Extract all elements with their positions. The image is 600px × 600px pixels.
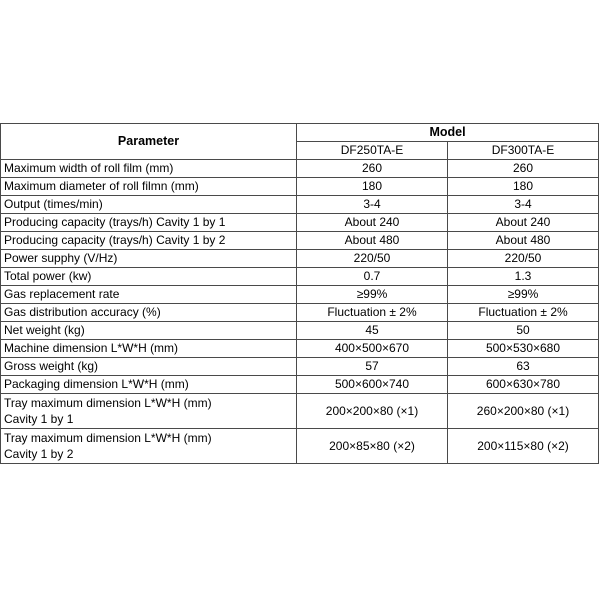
- value-cell-model-1: 400×500×670: [297, 340, 448, 358]
- value-cell-model-2: 600×630×780: [448, 376, 599, 394]
- table-row: [1, 322, 599, 340]
- table-row: [1, 340, 599, 358]
- value-cell-model-1: ≥99%: [297, 286, 448, 304]
- table-row: [1, 429, 599, 464]
- param-cell: Total power (kw): [1, 268, 297, 286]
- param-cell: Output (times/min): [1, 196, 297, 214]
- param-line-1: Tray maximum dimension L*W*H (mm): [4, 431, 212, 445]
- value-cell-model-2: 500×530×680: [448, 340, 599, 358]
- table-row: [1, 376, 599, 394]
- table-row: [1, 268, 599, 286]
- param-line-1: Tray maximum dimension L*W*H (mm): [4, 396, 212, 410]
- param-cell: Power supphy (V/Hz): [1, 250, 297, 268]
- value-cell-model-2: 260×200×80 (×1): [448, 394, 599, 429]
- table-row: [1, 214, 599, 232]
- param-cell: Machine dimension L*W*H (mm): [1, 340, 297, 358]
- param-cell: [1, 394, 297, 429]
- value-cell-model-1: 180: [297, 178, 448, 196]
- param-cell: Producing capacity (trays/h) Cavity 1 by 2: [1, 232, 297, 250]
- param-cell: Maximum diameter of roll filmn (mm): [1, 178, 297, 196]
- param-cell: Net weight (kg): [1, 322, 297, 340]
- value-cell-model-1: 45: [297, 322, 448, 340]
- value-cell-model-1: 200×200×80 (×1): [297, 394, 448, 429]
- model-header: Model: [297, 124, 599, 142]
- spec-table: [0, 123, 599, 464]
- value-cell-model-2: 63: [448, 358, 599, 376]
- value-cell-model-1: 220/50: [297, 250, 448, 268]
- value-cell-model-2: Fluctuation ± 2%: [448, 304, 599, 322]
- value-cell-model-2: About 240: [448, 214, 599, 232]
- value-cell-model-1: 57: [297, 358, 448, 376]
- value-cell-model-2: 260: [448, 160, 599, 178]
- value-cell-model-1: 200×85×80 (×2): [297, 429, 448, 464]
- param-line-2: Cavity 1 by 1: [4, 412, 74, 426]
- model-name-2: DF300TA-E: [448, 142, 599, 160]
- table-row: [1, 178, 599, 196]
- value-cell-model-2: 180: [448, 178, 599, 196]
- table-row: [1, 250, 599, 268]
- table-row: [1, 394, 599, 429]
- value-cell-model-2: 220/50: [448, 250, 599, 268]
- table-row: [1, 232, 599, 250]
- value-cell-model-1: 3-4: [297, 196, 448, 214]
- param-cell: Maximum width of roll film (mm): [1, 160, 297, 178]
- table-row: [1, 358, 599, 376]
- param-cell: Producing capacity (trays/h) Cavity 1 by 1: [1, 214, 297, 232]
- param-cell: Gross weight (kg): [1, 358, 297, 376]
- table-row: [1, 286, 599, 304]
- table-row: [1, 160, 599, 178]
- param-cell: Gas replacement rate: [1, 286, 297, 304]
- table-row: [1, 196, 599, 214]
- parameter-header: Parameter: [1, 124, 297, 160]
- param-cell: Gas distribution accuracy (%): [1, 304, 297, 322]
- value-cell-model-2: 3-4: [448, 196, 599, 214]
- header-row: [1, 124, 599, 142]
- param-cell: [1, 429, 297, 464]
- value-cell-model-1: 0.7: [297, 268, 448, 286]
- value-cell-model-1: About 240: [297, 214, 448, 232]
- value-cell-model-2: 50: [448, 322, 599, 340]
- value-cell-model-1: 260: [297, 160, 448, 178]
- value-cell-model-1: 500×600×740: [297, 376, 448, 394]
- param-line-2: Cavity 1 by 2: [4, 447, 74, 461]
- value-cell-model-1: Fluctuation ± 2%: [297, 304, 448, 322]
- value-cell-model-2: 200×115×80 (×2): [448, 429, 599, 464]
- value-cell-model-1: About 480: [297, 232, 448, 250]
- model-name-1: DF250TA-E: [297, 142, 448, 160]
- table-row: [1, 304, 599, 322]
- param-cell: Packaging dimension L*W*H (mm): [1, 376, 297, 394]
- value-cell-model-2: About 480: [448, 232, 599, 250]
- value-cell-model-2: ≥99%: [448, 286, 599, 304]
- value-cell-model-2: 1.3: [448, 268, 599, 286]
